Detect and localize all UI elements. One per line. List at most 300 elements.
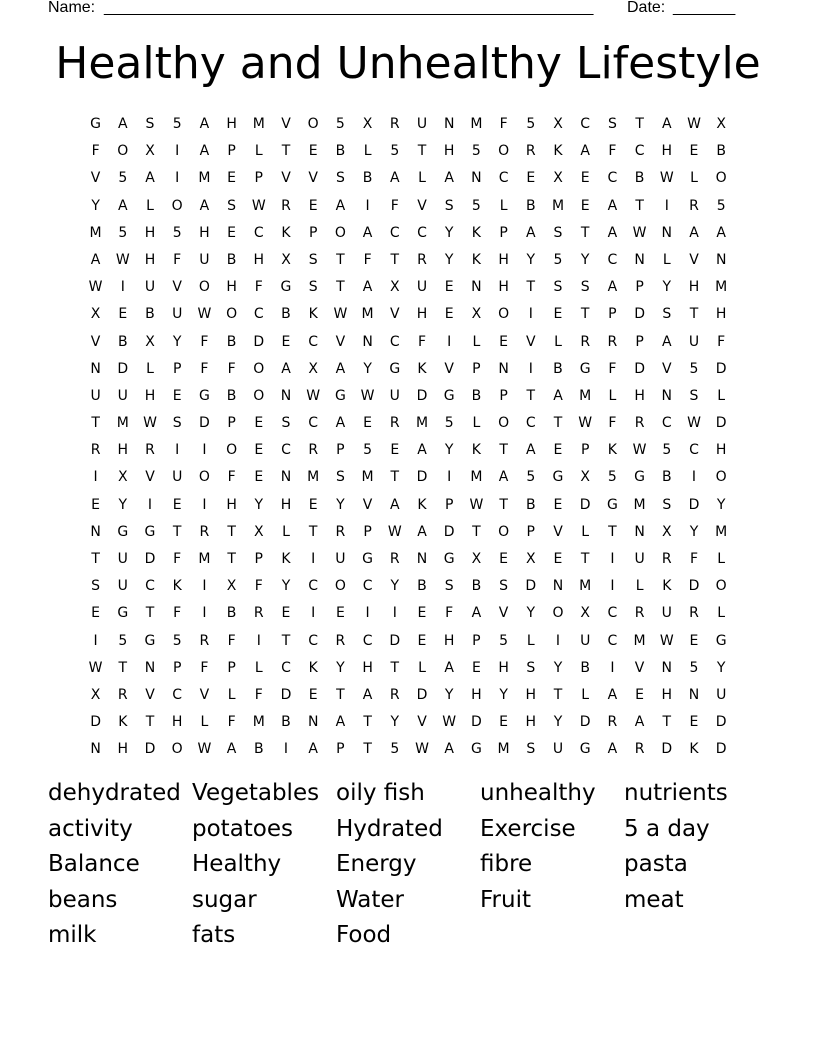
grid-letter[interactable]: T bbox=[635, 116, 644, 132]
grid-letter[interactable]: X bbox=[117, 469, 128, 486]
grid-letter[interactable]: R bbox=[335, 523, 346, 540]
grid-letter[interactable]: M bbox=[715, 279, 728, 296]
grid-letter[interactable]: I bbox=[93, 632, 98, 649]
grid-letter[interactable]: L bbox=[581, 686, 590, 703]
grid-letter[interactable]: L bbox=[418, 659, 426, 676]
grid-letter[interactable]: E bbox=[444, 306, 454, 323]
grid-letter[interactable]: S bbox=[335, 469, 345, 486]
grid-letter[interactable]: O bbox=[171, 197, 183, 214]
grid-letter[interactable]: T bbox=[635, 197, 644, 214]
grid-letter[interactable]: O bbox=[498, 523, 510, 540]
grid-letter[interactable]: F bbox=[717, 333, 726, 350]
grid-letter[interactable]: V bbox=[199, 686, 210, 703]
grid-letter[interactable]: U bbox=[416, 279, 428, 296]
grid-letter[interactable]: D bbox=[715, 714, 727, 731]
grid-letter[interactable]: Y bbox=[336, 659, 345, 676]
grid-letter[interactable]: 5 bbox=[335, 116, 345, 132]
grid-letter[interactable]: P bbox=[336, 741, 345, 758]
grid-letter[interactable]: N bbox=[307, 714, 319, 731]
grid-letter[interactable]: T bbox=[499, 496, 508, 513]
grid-letter[interactable]: X bbox=[580, 469, 590, 486]
grid-letter[interactable]: V bbox=[661, 360, 672, 377]
grid-letter[interactable]: G bbox=[144, 632, 156, 649]
grid-letter[interactable]: A bbox=[607, 279, 618, 296]
grid-letter[interactable]: T bbox=[363, 714, 372, 731]
grid-letter[interactable]: S bbox=[145, 116, 155, 132]
grid-letter[interactable]: H bbox=[144, 251, 156, 268]
grid-letter[interactable]: U bbox=[580, 632, 591, 649]
grid-letter[interactable]: K bbox=[308, 659, 318, 676]
grid-letter[interactable]: P bbox=[227, 415, 236, 432]
grid-letter[interactable]: D bbox=[416, 686, 428, 703]
grid-letter[interactable]: E bbox=[91, 496, 101, 513]
grid-letter[interactable]: Y bbox=[499, 686, 508, 703]
grid-letter[interactable]: D bbox=[416, 387, 428, 404]
grid-letter[interactable]: C bbox=[580, 116, 591, 132]
grid-letter[interactable]: O bbox=[715, 578, 727, 595]
grid-letter[interactable]: R bbox=[661, 551, 672, 567]
grid-letter[interactable]: H bbox=[443, 632, 455, 649]
grid-letter[interactable]: V bbox=[90, 333, 101, 350]
grid-letter[interactable]: H bbox=[661, 143, 673, 160]
grid-letter[interactable]: R bbox=[634, 741, 645, 758]
grid-letter[interactable]: K bbox=[118, 714, 128, 731]
grid-letter[interactable]: E bbox=[227, 224, 237, 241]
grid-letter[interactable]: L bbox=[717, 387, 726, 404]
grid-letter[interactable]: H bbox=[117, 442, 129, 459]
grid-letter[interactable]: D bbox=[389, 632, 401, 649]
grid-letter[interactable]: N bbox=[661, 659, 673, 676]
grid-letter[interactable]: K bbox=[689, 741, 699, 758]
grid-letter[interactable]: C bbox=[362, 578, 373, 595]
grid-letter[interactable]: M bbox=[252, 116, 265, 132]
grid-letter[interactable]: I bbox=[175, 442, 180, 459]
grid-letter[interactable]: V bbox=[145, 469, 155, 486]
grid-letter[interactable]: F bbox=[91, 143, 100, 160]
grid-letter[interactable]: G bbox=[715, 632, 727, 649]
grid-letter[interactable]: V bbox=[281, 170, 291, 187]
grid-letter[interactable]: V bbox=[634, 659, 645, 676]
grid-letter[interactable]: W bbox=[251, 197, 266, 214]
grid-letter[interactable]: X bbox=[716, 116, 726, 132]
grid-letter[interactable]: F bbox=[227, 714, 236, 731]
grid-letter[interactable]: E bbox=[281, 333, 291, 350]
grid-letter[interactable]: M bbox=[198, 170, 211, 187]
grid-letter[interactable]: E bbox=[444, 279, 454, 296]
grid-letter[interactable]: 5 bbox=[499, 632, 509, 649]
grid-letter[interactable]: T bbox=[580, 551, 590, 567]
grid-letter[interactable]: E bbox=[254, 442, 264, 459]
grid-letter[interactable]: M bbox=[715, 523, 728, 540]
grid-letter[interactable]: B bbox=[362, 170, 373, 187]
grid-letter[interactable]: T bbox=[91, 551, 100, 567]
grid-letter[interactable]: T bbox=[580, 306, 590, 323]
grid-letter[interactable]: C bbox=[308, 578, 319, 595]
grid-letter[interactable]: R bbox=[199, 523, 210, 540]
grid-letter[interactable]: T bbox=[308, 523, 318, 540]
grid-letter[interactable]: C bbox=[308, 333, 319, 350]
grid-letter[interactable]: O bbox=[552, 605, 564, 622]
grid-letter[interactable]: I bbox=[175, 170, 180, 187]
grid-letter[interactable]: W bbox=[197, 741, 212, 758]
grid-letter[interactable]: I bbox=[256, 632, 261, 649]
grid-letter[interactable]: H bbox=[498, 659, 509, 676]
grid-letter[interactable]: E bbox=[417, 605, 427, 622]
grid-letter[interactable]: A bbox=[580, 143, 590, 160]
grid-letter[interactable]: V bbox=[444, 360, 454, 377]
grid-letter[interactable]: O bbox=[498, 415, 510, 432]
grid-letter[interactable]: P bbox=[172, 360, 182, 377]
grid-letter[interactable]: R bbox=[580, 333, 591, 350]
grid-letter[interactable]: E bbox=[308, 197, 318, 214]
grid-letter[interactable]: S bbox=[335, 170, 345, 187]
grid-letter[interactable]: A bbox=[199, 197, 210, 214]
grid-letter[interactable]: N bbox=[443, 116, 455, 132]
grid-letter[interactable]: I bbox=[664, 197, 669, 214]
grid-letter[interactable]: F bbox=[173, 551, 182, 567]
grid-letter[interactable]: M bbox=[551, 197, 565, 214]
grid-letter[interactable]: X bbox=[525, 551, 536, 567]
grid-letter[interactable]: I bbox=[528, 306, 533, 323]
grid-letter[interactable]: C bbox=[281, 442, 291, 459]
grid-letter[interactable]: V bbox=[553, 523, 563, 540]
grid-letter[interactable]: R bbox=[607, 333, 618, 350]
grid-letter[interactable]: K bbox=[172, 578, 182, 595]
grid-letter[interactable]: T bbox=[526, 279, 536, 296]
grid-letter[interactable]: I bbox=[202, 442, 207, 459]
grid-letter[interactable]: 5 bbox=[363, 442, 373, 459]
grid-letter[interactable]: B bbox=[145, 306, 155, 323]
grid-letter[interactable]: N bbox=[661, 224, 673, 241]
grid-letter[interactable]: W bbox=[632, 224, 647, 241]
grid-letter[interactable]: H bbox=[144, 387, 156, 404]
grid-letter[interactable]: A bbox=[362, 224, 373, 241]
grid-letter[interactable]: 5 bbox=[118, 170, 128, 187]
grid-letter[interactable]: P bbox=[227, 143, 236, 160]
grid-letter[interactable]: L bbox=[146, 197, 154, 214]
grid-letter[interactable]: X bbox=[90, 686, 101, 703]
grid-letter[interactable]: E bbox=[553, 551, 563, 567]
grid-letter[interactable]: N bbox=[634, 523, 645, 540]
grid-letter[interactable]: T bbox=[145, 714, 155, 731]
grid-letter[interactable]: R bbox=[607, 714, 618, 731]
grid-letter[interactable]: 5 bbox=[716, 197, 726, 214]
grid-letter[interactable]: N bbox=[144, 659, 156, 676]
grid-letter[interactable]: B bbox=[525, 197, 536, 214]
grid-letter[interactable]: M bbox=[89, 224, 102, 241]
grid-letter[interactable]: I bbox=[691, 469, 697, 486]
grid-letter[interactable]: O bbox=[334, 224, 346, 241]
grid-letter[interactable]: Y bbox=[363, 360, 372, 377]
grid-letter[interactable]: N bbox=[498, 360, 509, 377]
grid-letter[interactable]: G bbox=[389, 360, 401, 377]
grid-letter[interactable]: L bbox=[499, 197, 508, 214]
grid-letter[interactable]: A bbox=[335, 197, 346, 214]
grid-letter[interactable]: I bbox=[120, 279, 125, 296]
grid-letter[interactable]: Y bbox=[444, 442, 454, 459]
grid-letter[interactable]: C bbox=[498, 170, 509, 187]
grid-letter[interactable]: R bbox=[689, 605, 699, 622]
grid-letter[interactable]: O bbox=[226, 306, 238, 323]
grid-letter[interactable]: P bbox=[635, 279, 644, 296]
grid-letter[interactable]: D bbox=[253, 333, 265, 350]
grid-letter[interactable]: P bbox=[308, 224, 318, 241]
grid-letter[interactable]: U bbox=[172, 469, 183, 486]
grid-letter[interactable]: Y bbox=[444, 224, 454, 241]
grid-letter[interactable]: I bbox=[528, 360, 533, 377]
grid-letter[interactable]: H bbox=[117, 741, 129, 758]
grid-letter[interactable]: O bbox=[198, 279, 210, 296]
grid-letter[interactable]: A bbox=[417, 523, 427, 540]
grid-letter[interactable]: A bbox=[444, 170, 454, 187]
grid-letter[interactable]: F bbox=[608, 360, 617, 377]
grid-letter[interactable]: H bbox=[498, 279, 509, 296]
grid-letter[interactable]: S bbox=[444, 197, 454, 214]
grid-letter[interactable]: M bbox=[579, 387, 592, 404]
grid-letter[interactable]: T bbox=[281, 143, 291, 160]
grid-letter[interactable]: S bbox=[553, 224, 563, 241]
grid-letter[interactable]: H bbox=[443, 143, 455, 160]
grid-letter[interactable]: T bbox=[227, 551, 236, 567]
grid-letter[interactable]: G bbox=[470, 741, 482, 758]
grid-letter[interactable]: E bbox=[308, 143, 318, 160]
grid-letter[interactable]: H bbox=[471, 686, 482, 703]
grid-letter[interactable]: V bbox=[362, 496, 373, 513]
grid-letter[interactable]: F bbox=[200, 659, 209, 676]
grid-letter[interactable]: A bbox=[308, 741, 318, 758]
grid-letter[interactable]: S bbox=[662, 306, 672, 323]
grid-letter[interactable]: D bbox=[661, 741, 673, 758]
grid-letter[interactable]: K bbox=[281, 551, 291, 567]
grid-letter[interactable]: S bbox=[689, 387, 699, 404]
grid-letter[interactable]: B bbox=[634, 170, 645, 187]
grid-letter[interactable]: D bbox=[525, 578, 537, 595]
grid-letter[interactable]: E bbox=[227, 170, 237, 187]
grid-letter[interactable]: D bbox=[579, 496, 591, 513]
grid-letter[interactable]: W bbox=[197, 306, 212, 323]
grid-letter[interactable]: Y bbox=[390, 578, 400, 595]
grid-letter[interactable]: N bbox=[362, 333, 373, 350]
grid-letter[interactable]: N bbox=[661, 387, 673, 404]
grid-letter[interactable]: D bbox=[90, 714, 101, 731]
grid-letter[interactable]: B bbox=[226, 387, 237, 404]
grid-letter[interactable]: R bbox=[389, 686, 400, 703]
grid-letter[interactable]: H bbox=[199, 224, 210, 241]
grid-letter[interactable]: V bbox=[172, 279, 182, 296]
grid-letter[interactable]: A bbox=[607, 224, 618, 241]
grid-letter[interactable]: T bbox=[91, 415, 100, 432]
grid-letter[interactable]: L bbox=[200, 714, 209, 731]
grid-letter[interactable]: W bbox=[306, 387, 321, 404]
grid-letter[interactable]: S bbox=[580, 279, 590, 296]
grid-letter[interactable]: Y bbox=[444, 251, 454, 268]
grid-letter[interactable]: X bbox=[389, 279, 400, 296]
grid-letter[interactable]: X bbox=[145, 143, 155, 160]
grid-letter[interactable]: V bbox=[281, 116, 291, 132]
grid-letter[interactable]: I bbox=[365, 605, 370, 622]
grid-letter[interactable]: B bbox=[661, 469, 672, 486]
grid-letter[interactable]: E bbox=[417, 632, 427, 649]
grid-letter[interactable]: 5 bbox=[118, 224, 128, 241]
grid-letter[interactable]: W bbox=[469, 496, 484, 513]
grid-letter[interactable]: W bbox=[88, 659, 103, 676]
grid-letter[interactable]: F bbox=[254, 279, 263, 296]
grid-letter[interactable]: H bbox=[416, 306, 428, 323]
grid-letter[interactable]: X bbox=[281, 251, 291, 268]
grid-letter[interactable]: M bbox=[633, 496, 646, 513]
grid-letter[interactable]: W bbox=[387, 523, 402, 540]
grid-letter[interactable]: C bbox=[607, 605, 618, 622]
grid-letter[interactable]: H bbox=[661, 686, 673, 703]
grid-letter[interactable]: D bbox=[280, 686, 292, 703]
grid-letter[interactable]: U bbox=[199, 251, 210, 268]
grid-letter[interactable]: R bbox=[525, 143, 536, 160]
grid-letter[interactable]: I bbox=[93, 469, 98, 486]
grid-letter[interactable]: U bbox=[117, 578, 128, 595]
grid-letter[interactable]: T bbox=[390, 469, 400, 486]
grid-letter[interactable]: A bbox=[199, 116, 210, 132]
grid-letter[interactable]: L bbox=[146, 360, 154, 377]
grid-letter[interactable]: S bbox=[308, 279, 318, 296]
grid-letter[interactable]: D bbox=[443, 523, 455, 540]
grid-letter[interactable]: H bbox=[226, 279, 237, 296]
grid-letter[interactable]: E bbox=[254, 469, 264, 486]
grid-letter[interactable]: M bbox=[579, 578, 592, 595]
grid-letter[interactable]: I bbox=[175, 143, 180, 160]
grid-letter[interactable]: N bbox=[280, 469, 292, 486]
grid-letter[interactable]: U bbox=[144, 279, 156, 296]
grid-letter[interactable]: M bbox=[307, 469, 320, 486]
grid-letter[interactable]: E bbox=[308, 686, 318, 703]
grid-letter[interactable]: M bbox=[497, 741, 510, 758]
grid-letter[interactable]: H bbox=[226, 496, 237, 513]
grid-letter[interactable]: M bbox=[633, 632, 646, 649]
grid-letter[interactable]: I bbox=[610, 578, 615, 595]
grid-letter[interactable]: L bbox=[472, 333, 481, 350]
grid-letter[interactable]: 5 bbox=[526, 469, 536, 486]
grid-letter[interactable]: I bbox=[447, 469, 452, 486]
grid-letter[interactable]: C bbox=[525, 415, 536, 432]
grid-letter[interactable]: B bbox=[525, 496, 536, 513]
grid-letter[interactable]: L bbox=[363, 143, 372, 160]
grid-letter[interactable]: P bbox=[254, 551, 263, 567]
grid-letter[interactable]: L bbox=[254, 659, 263, 676]
grid-letter[interactable]: A bbox=[444, 659, 454, 676]
grid-letter[interactable]: E bbox=[254, 415, 264, 432]
grid-letter[interactable]: C bbox=[145, 578, 155, 595]
grid-letter[interactable]: A bbox=[607, 686, 618, 703]
grid-letter[interactable]: E bbox=[499, 333, 509, 350]
grid-letter[interactable]: N bbox=[416, 551, 428, 567]
grid-letter[interactable]: W bbox=[115, 251, 130, 268]
grid-letter[interactable]: T bbox=[118, 659, 128, 676]
grid-letter[interactable]: B bbox=[226, 251, 237, 268]
grid-letter[interactable]: P bbox=[635, 333, 644, 350]
grid-letter[interactable]: W bbox=[143, 415, 157, 432]
grid-letter[interactable]: T bbox=[526, 387, 536, 404]
grid-letter[interactable]: C bbox=[607, 632, 618, 649]
grid-letter[interactable]: W bbox=[659, 632, 674, 649]
grid-letter[interactable]: R bbox=[389, 116, 400, 132]
grid-letter[interactable]: S bbox=[281, 415, 291, 432]
grid-letter[interactable]: F bbox=[254, 686, 263, 703]
grid-letter[interactable]: Y bbox=[662, 279, 672, 296]
grid-letter[interactable]: A bbox=[90, 251, 101, 268]
grid-letter[interactable]: R bbox=[335, 632, 346, 649]
grid-letter[interactable]: E bbox=[689, 714, 699, 731]
grid-letter[interactable]: H bbox=[715, 442, 727, 459]
grid-letter[interactable]: E bbox=[553, 496, 563, 513]
grid-letter[interactable]: H bbox=[525, 686, 537, 703]
grid-letter[interactable]: F bbox=[227, 632, 236, 649]
grid-letter[interactable]: O bbox=[253, 387, 265, 404]
grid-letter[interactable]: K bbox=[553, 143, 563, 160]
grid-letter[interactable]: H bbox=[715, 306, 727, 323]
grid-letter[interactable]: D bbox=[144, 741, 156, 758]
grid-letter[interactable]: G bbox=[579, 360, 591, 377]
grid-letter[interactable]: I bbox=[447, 333, 452, 350]
grid-letter[interactable]: T bbox=[363, 741, 372, 758]
grid-letter[interactable]: A bbox=[226, 741, 237, 758]
grid-letter[interactable]: W bbox=[659, 170, 674, 187]
grid-letter[interactable]: Y bbox=[689, 523, 699, 540]
grid-letter[interactable]: G bbox=[443, 551, 455, 567]
grid-letter[interactable]: P bbox=[608, 306, 617, 323]
grid-letter[interactable]: W bbox=[360, 387, 375, 404]
grid-letter[interactable]: D bbox=[144, 551, 156, 567]
grid-letter[interactable]: F bbox=[445, 605, 454, 622]
grid-letter[interactable]: Y bbox=[580, 251, 590, 268]
grid-letter[interactable]: Y bbox=[118, 496, 128, 513]
grid-letter[interactable]: U bbox=[716, 686, 727, 703]
grid-letter[interactable]: M bbox=[198, 551, 211, 567]
grid-letter[interactable]: V bbox=[417, 714, 427, 731]
grid-letter[interactable]: L bbox=[418, 170, 426, 187]
grid-letter[interactable]: 5 bbox=[390, 143, 400, 160]
grid-letter[interactable]: G bbox=[362, 551, 374, 567]
grid-letter[interactable]: M bbox=[470, 116, 483, 132]
grid-letter[interactable]: S bbox=[526, 741, 536, 758]
grid-letter[interactable]: X bbox=[362, 116, 373, 132]
grid-letter[interactable]: N bbox=[90, 360, 101, 377]
grid-letter[interactable]: Y bbox=[553, 659, 563, 676]
grid-letter[interactable]: O bbox=[715, 469, 727, 486]
grid-letter[interactable]: X bbox=[553, 116, 563, 132]
grid-letter[interactable]: D bbox=[634, 360, 645, 377]
grid-letter[interactable]: 5 bbox=[390, 741, 400, 758]
grid-letter[interactable]: B bbox=[281, 714, 291, 731]
grid-letter[interactable]: X bbox=[471, 551, 482, 567]
grid-letter[interactable]: D bbox=[634, 306, 645, 323]
grid-letter[interactable]: U bbox=[389, 387, 400, 404]
grid-letter[interactable]: P bbox=[363, 523, 372, 540]
grid-letter[interactable]: B bbox=[117, 333, 128, 350]
grid-letter[interactable]: I bbox=[392, 605, 397, 622]
grid-letter[interactable]: B bbox=[716, 143, 726, 160]
grid-letter[interactable]: A bbox=[281, 360, 291, 377]
grid-letter[interactable]: X bbox=[90, 306, 101, 323]
grid-letter[interactable]: L bbox=[717, 551, 726, 567]
grid-letter[interactable]: S bbox=[172, 415, 182, 432]
grid-letter[interactable]: M bbox=[361, 306, 374, 323]
grid-letter[interactable]: X bbox=[580, 605, 590, 622]
grid-letter[interactable]: B bbox=[471, 387, 482, 404]
grid-letter[interactable]: 5 bbox=[471, 197, 481, 214]
grid-letter[interactable]: D bbox=[688, 496, 700, 513]
grid-letter[interactable]: E bbox=[308, 496, 318, 513]
grid-letter[interactable]: G bbox=[117, 523, 129, 540]
grid-letter[interactable]: G bbox=[280, 279, 292, 296]
